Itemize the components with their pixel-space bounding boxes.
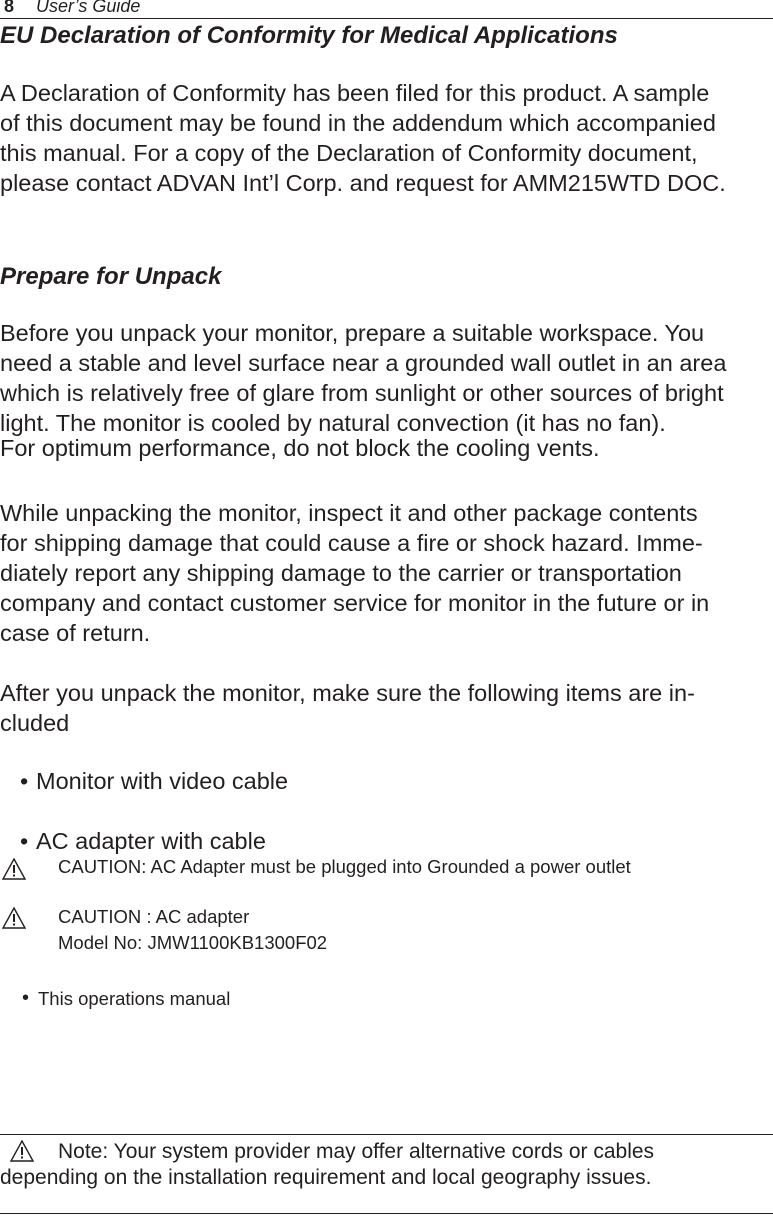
bullet-adapter: • (20, 828, 29, 854)
item-manual: This operations manual (38, 988, 231, 1009)
adapter-model-number: Model No: JMW1100KB1300F02 (58, 932, 328, 953)
unpack-para2-line-5: case of return. (0, 620, 151, 646)
eu-text-line-3: this manual. For a copy of the Declaration of Conformity document, (0, 140, 698, 166)
caution-grounded-outlet: CAUTION: AC Adapter must be plugged into Grounded a power outlet (58, 856, 631, 877)
unpack-para2-line-4: company and contact customer service for monitor in the future or in (0, 590, 710, 616)
eu-declaration-heading: EU Declaration of Conformity for Medical Applications (0, 22, 618, 49)
eu-text-line-2: of this document may be found in the addendum which accompanied (0, 110, 716, 136)
eu-text-line-4: please contact ADVAN Int’l Corp. and request for AMM215WTD DOC. (0, 170, 726, 196)
item-monitor: Monitor with video cable (36, 768, 289, 794)
prepare-unpack-heading: Prepare for Unpack (0, 263, 222, 290)
warning-triangle-icon (2, 858, 26, 880)
unpack-para1-line-4: light. The monitor is cooled by natural convection (it has no fan). (0, 410, 666, 436)
unpack-para1-line-5: For optimum performance, do not block the cooling vents. (0, 435, 600, 461)
note-line-1: Note: Your system provider may offer alternative cords or cables (58, 1140, 655, 1163)
eu-text-line-1: A Declaration of Conformity has been filed for this product. A sample (0, 80, 710, 106)
unpack-para1-line-1: Before you unpack your monitor, prepare a suitable workspace. You (0, 320, 705, 346)
unpack-para3-line-1: After you unpack the monitor, make sure the following items are in- (0, 680, 695, 706)
caution-ac-adapter: CAUTION : AC adapter (58, 906, 250, 927)
bullet-manual: • (22, 987, 30, 1009)
item-adapter: AC adapter with cable (36, 828, 266, 854)
guide-title: User’s Guide (36, 0, 141, 16)
unpack-para1-line-3: which is relatively free of glare from sunlight or other sources of bright (0, 380, 724, 406)
header-divider (0, 18, 773, 19)
unpack-para1-line-2: need a stable and level surface near a grounded wall outlet in an area (0, 350, 727, 376)
note-line-2: depending on the installation requirement and local geography issues. (0, 1166, 652, 1189)
unpack-para3-line-2: cluded (0, 710, 70, 736)
page-number: 8 (4, 0, 15, 16)
unpack-para2-line-3: diately report any shipping damage to the carrier or transportation (0, 560, 682, 586)
warning-triangle-icon (2, 907, 26, 929)
note-bottom-divider (0, 1213, 773, 1214)
note-top-divider (0, 1134, 773, 1135)
bullet-monitor: • (20, 768, 29, 794)
unpack-para2-line-1: While unpacking the monitor, inspect it and other package contents (0, 500, 698, 526)
warning-triangle-icon (10, 1140, 34, 1162)
unpack-para2-line-2: for shipping damage that could cause a fire or shock hazard. Imme- (0, 530, 703, 556)
